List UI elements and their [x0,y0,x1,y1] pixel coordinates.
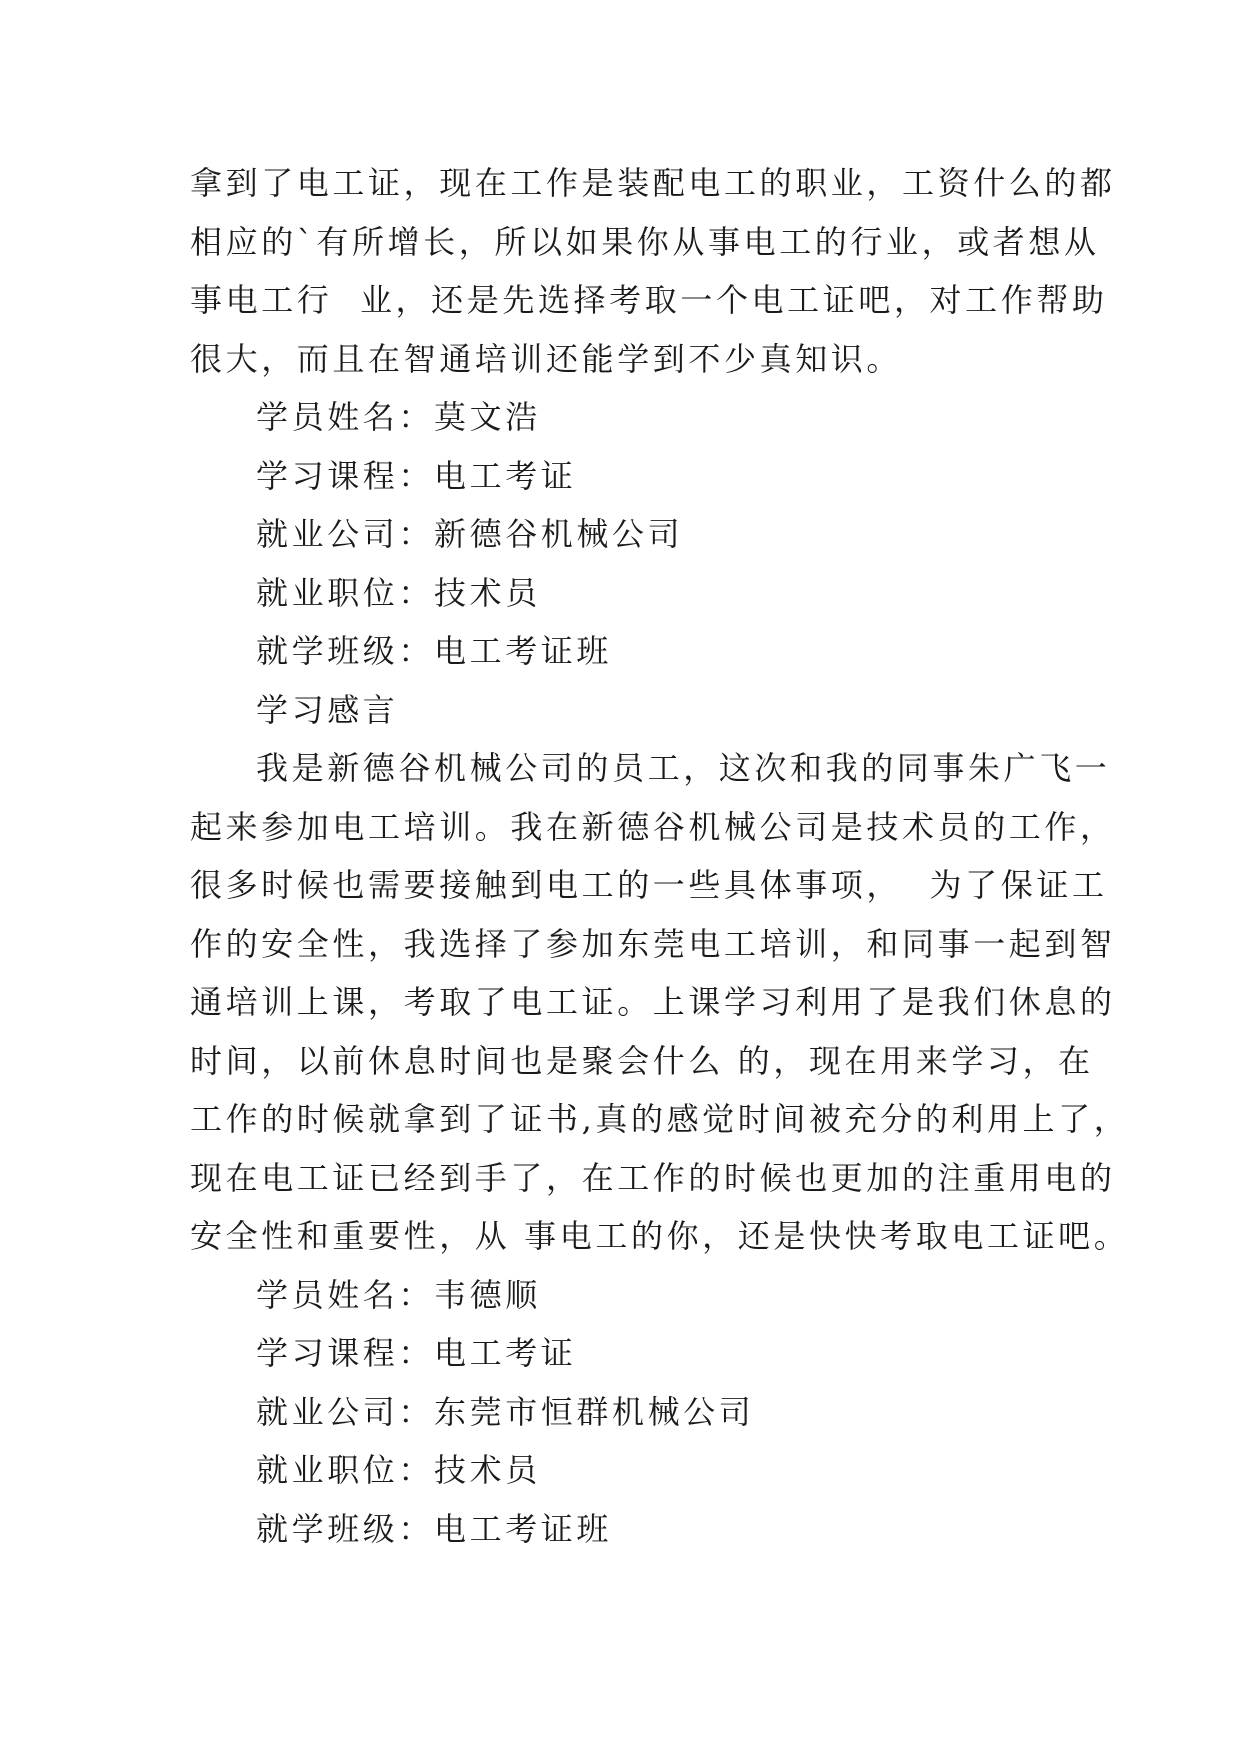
testimonial-paragraph-1 [190,154,1116,388]
student-position: 就业职位：技术员 [256,573,541,612]
paragraph-line: 工作的时候就拿到了证书,真的感觉时间被充分的利用上了， [190,1100,1130,1138]
student-company: 就业公司：东莞市恒群机械公司 [256,1392,755,1431]
student-company: 就业公司：新德谷机械公司 [256,515,684,553]
section-title: 学习感言 [256,690,399,729]
student-position: 就业职位：技术员 [256,1451,541,1489]
student-name: 学员姓名：韦德顺 [256,1275,541,1314]
paragraph-line: 相应的`有所增长，所以如果你从事电工的行业，或者想从 [190,222,1100,261]
paragraph-line: 时间，以前休息时间也是聚会什么 的，现在用来学习，在 [190,1041,1094,1080]
student-course: 学习课程：电工考证 [256,1334,577,1372]
paragraph-line: 通培训上课，考取了电工证。上课学习利用了是我们休息的 [190,983,1116,1021]
student-class: 就学班级：电工考证班 [256,1509,613,1548]
paragraph-line: 很多时候也需要接触到电工的一些具体事项， 为了保证工 [190,866,1108,904]
paragraph-line: 作的安全性，我选择了参加东莞电工培训，和同事一起到智 [190,924,1116,963]
paragraph-line: 现在电工证已经到手了，在工作的时候也更加的注重用电的 [190,1158,1116,1197]
paragraph-line: 我是新德谷机械公司的员工，这次和我的同事朱广飞一 [256,749,1111,787]
paragraph-line: 事电工行 业，还是先选择考取一个电工证吧，对工作帮助 [190,281,1108,319]
student-class: 就学班级：电工考证班 [256,632,613,670]
student-name: 学员姓名：莫文浩 [256,398,541,436]
student-course: 学习课程：电工考证 [256,456,577,495]
paragraph-line: 拿到了电工证，现在工作是装配电工的职业，工资什么的都 [190,164,1116,202]
paragraph-line: 安全性和重要性，从 事电工的你，还是快快考取电工证吧。 [190,1217,1130,1255]
paragraph-line: 起来参加电工培训。我在新德谷机械公司是技术员的工作， [190,807,1116,846]
paragraph-line: 很大，而且在智通培训还能学到不少真知识。 [190,339,903,378]
student-info-block-2 [190,1266,1070,1559]
student-info-block-1 [190,388,1070,681]
testimonial-paragraph-2 [190,739,1130,1266]
document-page [190,154,1130,1558]
